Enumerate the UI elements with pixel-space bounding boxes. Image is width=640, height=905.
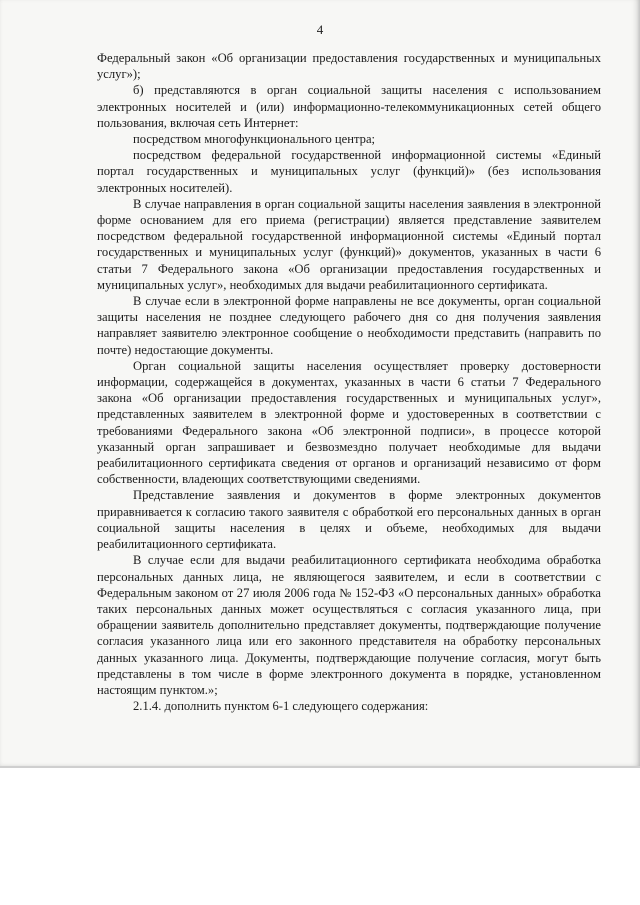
page-number: 4	[316, 22, 324, 37]
paragraph: В случае если для выдачи реабилитационного сертификата необходима обработка персональных данных лица, не являющегося заявителем, и если в соответствии с Федеральным законом от 27 июля 2006 года № 152-ФЗ «О персональных данных» обработка таких персональных данных может осуществляться с согласия указанного лица, при обращении заявитель дополнительно представляет документы, подтверждающие получение согласия указанного лица или его законного представителя на обработку персональных данных указанного лица. Документы, подтверждающие получение согласия, могут быть представлены в том числе в форме электронного документа в порядке, установленном настоящим пунктом.»;	[97, 553, 601, 697]
paragraph: Орган социальной защиты населения осуществляет проверку достоверности информации, содержащейся в документах, указанных в части 6 статьи 7 Федерального закона «Об организации предоставления государственных и муниципальных услуг», представленных заявителем в электронной форме и удостоверенных в соответствии с требованиями Федерального закона «Об электронной подписи», в процессе которой указанный орган запрашивает и безвозмездно получает необходимые для выдачи реабилитационного сертификата сведения от органов и организаций независимо от форм собственности, владеющих соответствующими сведениями.	[97, 358, 601, 487]
page-edge	[0, 766, 640, 768]
paragraph: посредством многофункционального центра;	[133, 132, 376, 147]
paragraph: посредством федеральной государственной информационной системы «Единый портал государственных и муниципальных услуг (функций)» (без использования электронных носителей).	[97, 148, 601, 195]
paragraph: Федеральный закон «Об организации предоставления государственных и муниципальных услуг»);	[97, 51, 601, 82]
paragraph: В случае если в электронной форме направлены не все документы, орган социальной защиты населения не позднее следующего рабочего дня со дня получения заявления направляет заявителю электронное сообщение о необходимости представить (направить по почте) недостающие документы.	[97, 294, 601, 357]
paragraph: б) представляются в орган социальной защиты населения с использованием электронных носителей и (или) информационно-телекоммуникационных сетей общего пользования, включая сеть Интернет:	[97, 83, 601, 130]
paragraph: Представление заявления и документов в форме электронных документов приравнивается к согласию такого заявителя с обработкой его персональных данных в орган социальной защиты населения в целях и объеме, необходимых для выдачи реабилитационного сертификата.	[97, 488, 601, 552]
paragraph: 2.1.4. дополнить пунктом 6-1 следующего содержания:	[133, 699, 429, 714]
paragraph: В случае направления в орган социальной защиты населения заявления в электронной форме основанием для его приема (регистрации) является представление заявителем посредством федеральной государственной информационной системы «Единый портал государственных и муниципальных услуг (функций)» документов, указанных в части 6 статьи 7 Федерального закона «Об организации предоставления государственных и муниципальных услуг», необходимых для выдачи реабилитационного сертификата.	[97, 196, 601, 292]
document-body	[97, 50, 601, 714]
